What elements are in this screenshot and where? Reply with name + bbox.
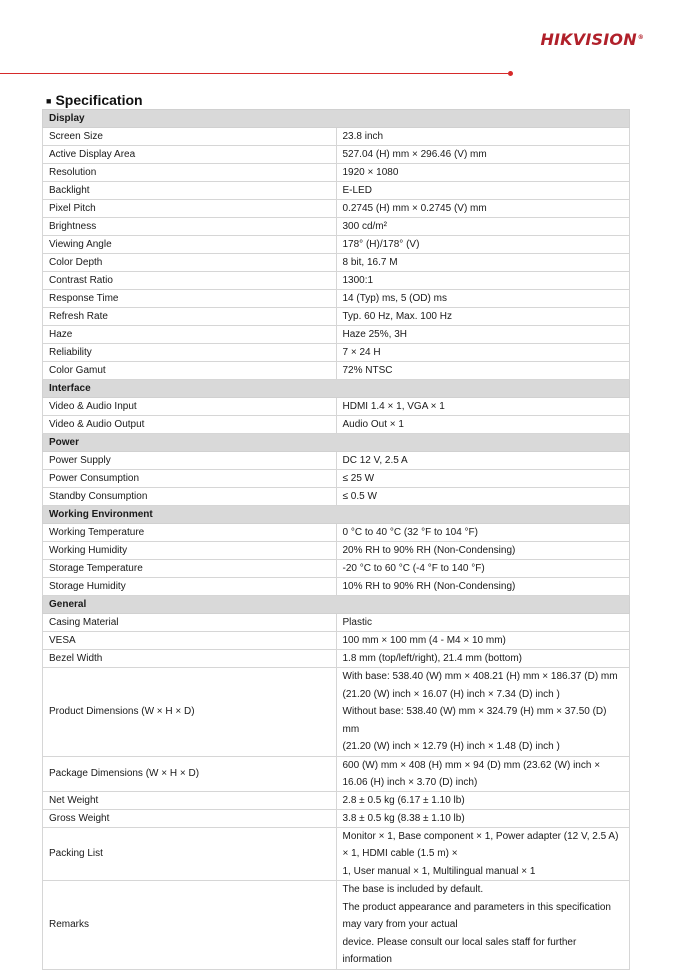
brand-name: HIKVISION (540, 30, 637, 49)
spec-value: 72% NTSC (336, 362, 630, 380)
spec-value: 7 × 24 H (336, 344, 630, 362)
spec-value: 300 cd/m² (336, 218, 630, 236)
spec-row-product-dimensions (43, 668, 630, 757)
hikvision-logo (540, 30, 644, 49)
spec-value: 527.04 (H) mm × 296.46 (V) mm (336, 146, 630, 164)
spec-value-line: With base: 538.40 (W) mm × 408.21 (H) mm × 186.37 (D) mm (342, 671, 618, 682)
spec-label: Haze (43, 326, 337, 344)
spec-value: 3.8 ± 0.5 kg (8.38 ± 1.10 lb) (336, 809, 630, 827)
spec-label: Gross Weight (43, 809, 337, 827)
spec-value: ≤ 25 W (336, 470, 630, 488)
spec-value: E-LED (336, 182, 630, 200)
spec-value: 1300:1 (336, 272, 630, 290)
spec-value (336, 668, 630, 757)
spec-row-brightness (43, 218, 630, 236)
spec-label: Casing Material (43, 614, 337, 632)
section-title: Power (43, 434, 630, 452)
spec-value: 178° (H)/178° (V) (336, 236, 630, 254)
spec-row-refresh-rate (43, 308, 630, 326)
spec-label: Viewing Angle (43, 236, 337, 254)
spec-label: Reliability (43, 344, 337, 362)
spec-value: 23.8 inch (336, 128, 630, 146)
spec-label: Color Depth (43, 254, 337, 272)
spec-label: Power Consumption (43, 470, 337, 488)
title-bullet-icon: ■ (46, 96, 52, 107)
section-header-interface (43, 380, 630, 398)
spec-value-line: device. Please consult our local sales staff for further information (342, 936, 577, 965)
spec-label: Storage Humidity (43, 578, 337, 596)
spec-value: 1.8 mm (top/left/right), 21.4 mm (bottom) (336, 650, 630, 668)
section-title: Interface (43, 380, 630, 398)
spec-row-working-humidity (43, 542, 630, 560)
spec-label: Video & Audio Output (43, 416, 337, 434)
section-title: Working Environment (43, 506, 630, 524)
spec-row-response-time (43, 290, 630, 308)
spec-label: Storage Temperature (43, 560, 337, 578)
spec-value: 10% RH to 90% RH (Non-Condensing) (336, 578, 630, 596)
spec-label: Contrast Ratio (43, 272, 337, 290)
spec-value: 2.8 ± 0.5 kg (6.17 ± 1.10 lb) (336, 791, 630, 809)
spec-value: Audio Out × 1 (336, 416, 630, 434)
spec-label: Remarks (43, 881, 337, 970)
spec-row-storage-humidity (43, 578, 630, 596)
spec-value: DC 12 V, 2.5 A (336, 452, 630, 470)
spec-row-vesa (43, 632, 630, 650)
spec-value-line: The product appearance and parameters in this specification may vary from your actual (342, 901, 611, 930)
spec-row-packing-list (43, 827, 630, 881)
spec-value: 0.2745 (H) mm × 0.2745 (V) mm (336, 200, 630, 218)
spec-row-contrast-ratio (43, 272, 630, 290)
section-header-display (43, 110, 630, 128)
spec-value-line: Monitor × 1, Base component × 1, Power adapter (12 V, 2.5 A) × 1, HDMI cable (1.5 m) × (342, 830, 619, 859)
spec-value-line: 1, User manual × 1, Multilingual manual × 1 (342, 865, 536, 877)
spec-row-storage-temperature (43, 560, 630, 578)
page-title-text: Specification (55, 92, 143, 108)
spec-value: 0 °C to 40 °C (32 °F to 104 °F) (336, 524, 630, 542)
page-title (46, 92, 143, 108)
section-header-general (43, 596, 630, 614)
spec-row-color-depth (43, 254, 630, 272)
spec-label: Power Supply (43, 452, 337, 470)
spec-row-power-supply (43, 452, 630, 470)
spec-value: 14 (Typ) ms, 5 (OD) ms (336, 290, 630, 308)
spec-row-av-input (43, 398, 630, 416)
section-title: Display (43, 110, 630, 128)
spec-row-pixel-pitch (43, 200, 630, 218)
spec-value-line: Without base: 538.40 (W) mm × 324.79 (H) mm × 37.50 (D) mm (342, 706, 607, 735)
spec-row-net-weight (43, 791, 630, 809)
spec-row-viewing-angle (43, 236, 630, 254)
spec-label: Standby Consumption (43, 488, 337, 506)
spec-label: Backlight (43, 182, 337, 200)
spec-row-standby-consumption (43, 488, 630, 506)
spec-label: Packing List (43, 827, 337, 881)
spec-label: Working Temperature (43, 524, 337, 542)
spec-value: 100 mm × 100 mm (4 - M4 × 10 mm) (336, 632, 630, 650)
spec-value-line: (21.20 (W) inch × 16.07 (H) inch × 7.34 (D) inch ) (342, 688, 560, 700)
spec-label: Bezel Width (43, 650, 337, 668)
spec-value: Plastic (336, 614, 630, 632)
header-divider-dot (508, 71, 513, 76)
spec-row-gross-weight (43, 809, 630, 827)
spec-row-screen-size (43, 128, 630, 146)
spec-table (42, 109, 630, 970)
spec-row-power-consumption (43, 470, 630, 488)
spec-label: Brightness (43, 218, 337, 236)
spec-value: HDMI 1.4 × 1, VGA × 1 (336, 398, 630, 416)
spec-row-remarks (43, 881, 630, 970)
spec-label: Response Time (43, 290, 337, 308)
spec-value: Haze 25%, 3H (336, 326, 630, 344)
spec-value: 1920 × 1080 (336, 164, 630, 182)
section-title: General (43, 596, 630, 614)
spec-row-av-output (43, 416, 630, 434)
spec-value (336, 827, 630, 881)
spec-value: ≤ 0.5 W (336, 488, 630, 506)
spec-label: VESA (43, 632, 337, 650)
spec-value-line: (21.20 (W) inch × 12.79 (H) inch × 1.48 (D) inch ) (342, 741, 560, 752)
spec-value: 8 bit, 16.7 M (336, 254, 630, 272)
spec-label: Pixel Pitch (43, 200, 337, 218)
section-header-power (43, 434, 630, 452)
spec-label: Resolution (43, 164, 337, 182)
spec-row-haze (43, 326, 630, 344)
spec-label: Package Dimensions (W × H × D) (43, 756, 337, 791)
spec-value: 600 (W) mm × 408 (H) mm × 94 (D) mm (23.62 (W) inch × 16.06 (H) inch × 3.70 (D) inch) (336, 756, 630, 791)
spec-row-reliability (43, 344, 630, 362)
spec-row-bezel-width (43, 650, 630, 668)
spec-row-working-temperature (43, 524, 630, 542)
spec-label: Working Humidity (43, 542, 337, 560)
spec-label: Net Weight (43, 791, 337, 809)
spec-value (336, 881, 630, 970)
spec-value: 20% RH to 90% RH (Non-Condensing) (336, 542, 630, 560)
spec-value: Typ. 60 Hz, Max. 100 Hz (336, 308, 630, 326)
spec-row-active-display-area (43, 146, 630, 164)
section-header-environment (43, 506, 630, 524)
header-divider (0, 73, 508, 74)
spec-row-resolution (43, 164, 630, 182)
spec-label: Active Display Area (43, 146, 337, 164)
spec-value: -20 °C to 60 °C (-4 °F to 140 °F) (336, 560, 630, 578)
spec-label: Screen Size (43, 128, 337, 146)
spec-label: Product Dimensions (W × H × D) (43, 668, 337, 757)
spec-label: Refresh Rate (43, 308, 337, 326)
spec-row-color-gamut (43, 362, 630, 380)
spec-label: Color Gamut (43, 362, 337, 380)
spec-row-backlight (43, 182, 630, 200)
registered-mark: ® (637, 33, 644, 41)
spec-row-casing-material (43, 614, 630, 632)
spec-label: Video & Audio Input (43, 398, 337, 416)
spec-row-package-dimensions (43, 756, 630, 791)
spec-value-line: The base is included by default. (342, 884, 484, 895)
